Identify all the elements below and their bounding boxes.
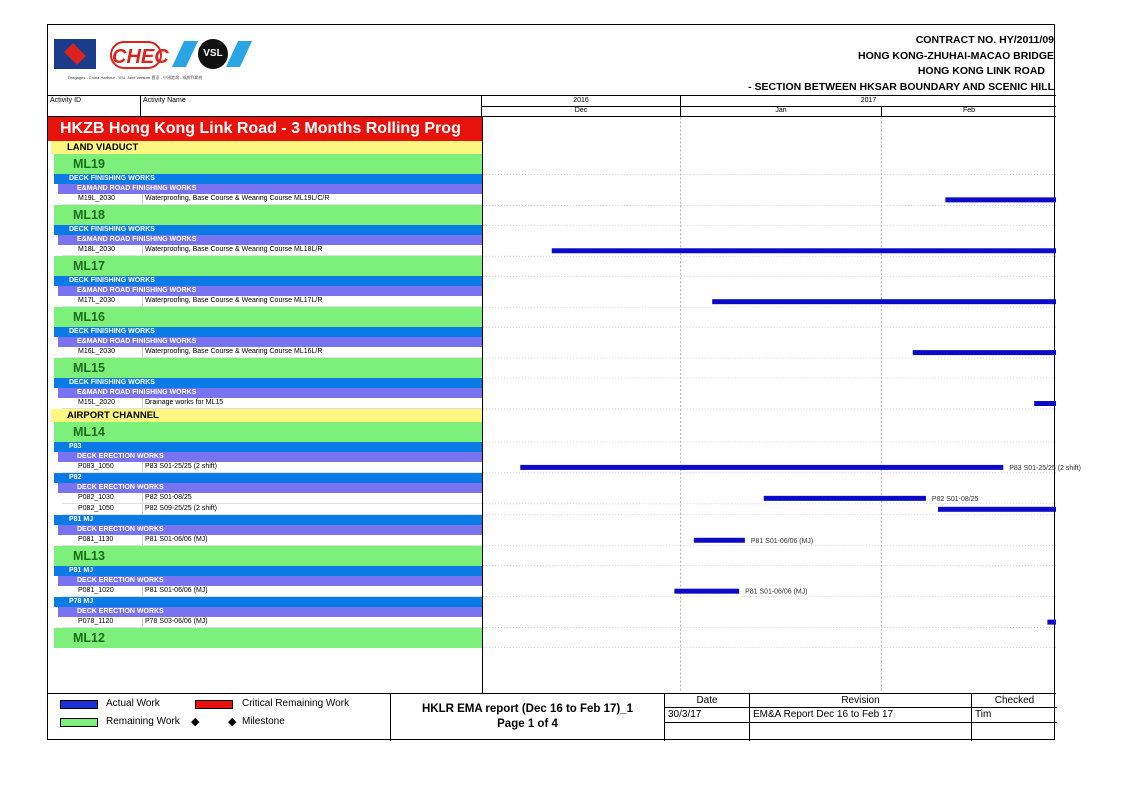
column-header [48,95,1056,117]
activity-row [62,586,482,597]
activity-row [62,462,482,473]
programme-title: HKZB Hong Kong Link Road - 3 Months Rolling Prog [48,117,482,141]
gantt-bar-P082_1050 [938,507,1056,512]
ml-heading: ML19 [54,154,482,174]
col-activity-id: Activity ID [48,96,141,116]
legend-actual: Actual Work [106,698,160,709]
gantt-bar-M17L_2030 [712,299,1056,304]
activity-row [62,194,482,205]
wbs-subheading: DECK ERECTION WORKS [58,525,482,535]
gantt-bar-P082_1030 [764,496,926,501]
report-page: Page 1 of 4 [497,718,558,730]
gantt-bar-M18L_2030 [552,248,1056,253]
ml-heading: ML14 [54,422,482,442]
ml-heading: ML18 [54,205,482,225]
wbs-heading: DECK FINISHING WORKS [54,225,482,235]
wbs-heading: DECK FINISHING WORKS [54,327,482,337]
footer [48,693,1056,741]
gantt-bar-M15L_2020 [1034,401,1056,406]
rev-header-revision: Revision [750,694,972,708]
activity-name: P81 S01-06/06 (MJ) [142,586,208,596]
gantt-bar-label: P82 S01-08/25 [931,495,979,503]
chec-logo: CHEC [110,41,162,69]
ml-heading: ML16 [54,307,482,327]
jv-caption: Dragages - China Harbour - VSL Joint Venture 寶嘉 - 中國港灣 - 威勝利聯營 [68,75,203,80]
rev-date: 30/3/17 [665,708,750,723]
activity-name: P83 S01-25/25 (2 shift) [142,462,217,472]
activity-row [62,535,482,546]
vsl-logo: VSL [176,39,250,69]
month-row [482,106,1056,116]
activity-row [62,398,482,409]
diamond-icon: ◆ [191,716,200,728]
wbs-heading: P81 MJ [54,566,482,576]
wbs-subheading: E&MAND ROAD FINISHING WORKS [58,337,482,347]
ml-heading: ML15 [54,358,482,378]
month-feb: Feb [881,106,1056,116]
legend-remaining-swatch [60,718,98,727]
month-dec: Dec [574,107,588,114]
gantt-timeline [482,117,1081,693]
rev-revision-2 [750,723,972,741]
year-2017: 2017 [680,96,1056,106]
legend-actual-swatch [60,700,98,709]
rev-date-2 [665,723,750,741]
activity-id: M15L_2020 [78,399,115,406]
activity-name: P78 S03-06/06 (MJ) [142,617,208,627]
legend-critical: Critical Remaining Work [242,698,350,709]
rev-checked-2 [972,723,1057,741]
legend-remaining: Remaining Work [106,716,180,727]
gantt-bar-P081_1020 [674,589,739,594]
gantt-bar-P078_1120 [1047,620,1056,625]
wbs-subheading: E&MAND ROAD FINISHING WORKS [58,388,482,398]
activity-name: P82 S09-25/25 (2 shift) [142,504,217,514]
activity-row [62,245,482,256]
activity-name: P82 S01-08/25 [142,493,192,503]
activity-name: Waterproofing, Base Course & Wearing Course ML17L/R [142,296,322,306]
activity-id: M18L_2030 [78,246,115,253]
activity-row [62,296,482,307]
gantt-bar-P081_1130 [694,538,745,543]
rev-header-date: Date [665,694,750,708]
rev-revision: EM&A Report Dec 16 to Feb 17 [750,708,972,723]
revision-table [664,694,1056,741]
wbs-subheading: DECK ERECTION WORKS [58,607,482,617]
legend-milestone: Milestone [242,716,285,727]
activity-id: P082_1050 [78,505,114,512]
wbs-subheading: E&MAND ROAD FINISHING WORKS [58,235,482,245]
legend-critical-swatch [195,700,233,709]
rev-header-checked: Checked [972,694,1057,708]
wbs-heading: P81 MJ [54,515,482,525]
gantt-bar-M16L_2030 [913,350,1056,355]
wbs-heading: DECK FINISHING WORKS [54,378,482,388]
area-heading: LAND VIADUCT [51,141,482,154]
gantt-bar-label: P81 S01-06/06 (MJ) [745,588,808,596]
wbs-heading: P78 MJ [54,597,482,607]
contract-title: CONTRACT NO. HY/2011/09 HONG KONG-ZHUHAI-MACAO BRIDGE HONG KONG LINK ROAD - SECTION BETWEEN HKSAR BOUNDARY AND SCENIC HILL [748,34,1054,93]
wbs-heading: DECK FINISHING WORKS [54,276,482,286]
activity-name: P81 S01-06/06 (MJ) [142,535,208,545]
activity-name: Drainage works for ML15 [142,398,223,408]
activity-row [62,617,482,628]
header [48,25,1056,95]
activity-id: M17L_2030 [78,297,115,304]
year-2016: 2016 [573,97,589,104]
gantt-bar-P083_1050 [520,465,1003,470]
activity-id: P083_1050 [78,463,114,470]
activity-name: Waterproofing, Base Course & Wearing Course ML19L/C/R [142,194,329,204]
activity-id: P082_1030 [78,494,114,501]
wbs-subheading: E&MAND ROAD FINISHING WORKS [58,184,482,194]
activity-name: Waterproofing, Base Course & Wearing Course ML18L/R [142,245,322,255]
wbs-subheading: DECK ERECTION WORKS [58,576,482,586]
activity-id: M19L_2030 [78,195,115,202]
rev-checked: Tim [972,708,1057,723]
activity-id: M16L_2030 [78,348,115,355]
gantt-bar-M19L_2030 [945,197,1056,202]
dragages-logo [54,39,96,69]
report-title [390,694,664,741]
activity-row [62,504,482,515]
wbs-subheading: DECK ERECTION WORKS [58,452,482,462]
month-jan: Jan [680,106,881,116]
wbs-heading: P83 [54,442,482,452]
activity-id: P081_1130 [78,536,114,543]
ml-heading: ML17 [54,256,482,276]
activity-row [62,347,482,358]
activity-id: P078_1120 [78,618,114,625]
wbs-subheading: E&MAND ROAD FINISHING WORKS [58,286,482,296]
ml-heading: ML12 [54,628,482,648]
milestone-diamond-icon: ◆ [228,716,237,728]
col-activity-name: Activity Name [141,96,482,116]
schedule-sheet [47,24,1081,740]
activity-row [62,493,482,504]
activity-id: P081_1020 [78,587,114,594]
wbs-heading: P82 [54,473,482,483]
gantt-bar-label: P83 S01-25/25 (2 shift) [1009,464,1081,472]
wbs-heading: DECK FINISHING WORKS [54,174,482,184]
report-line1: HKLR EMA report (Dec 16 to Feb 17)_1 [421,703,634,715]
area-heading: AIRPORT CHANNEL [51,409,482,422]
gantt-bar-label: P81 S01-06/06 (MJ) [750,537,814,545]
wbs-subheading: DECK ERECTION WORKS [58,483,482,493]
ml-heading: ML13 [54,546,482,566]
activity-name: Waterproofing, Base Course & Wearing Course ML16L/R [142,347,322,357]
